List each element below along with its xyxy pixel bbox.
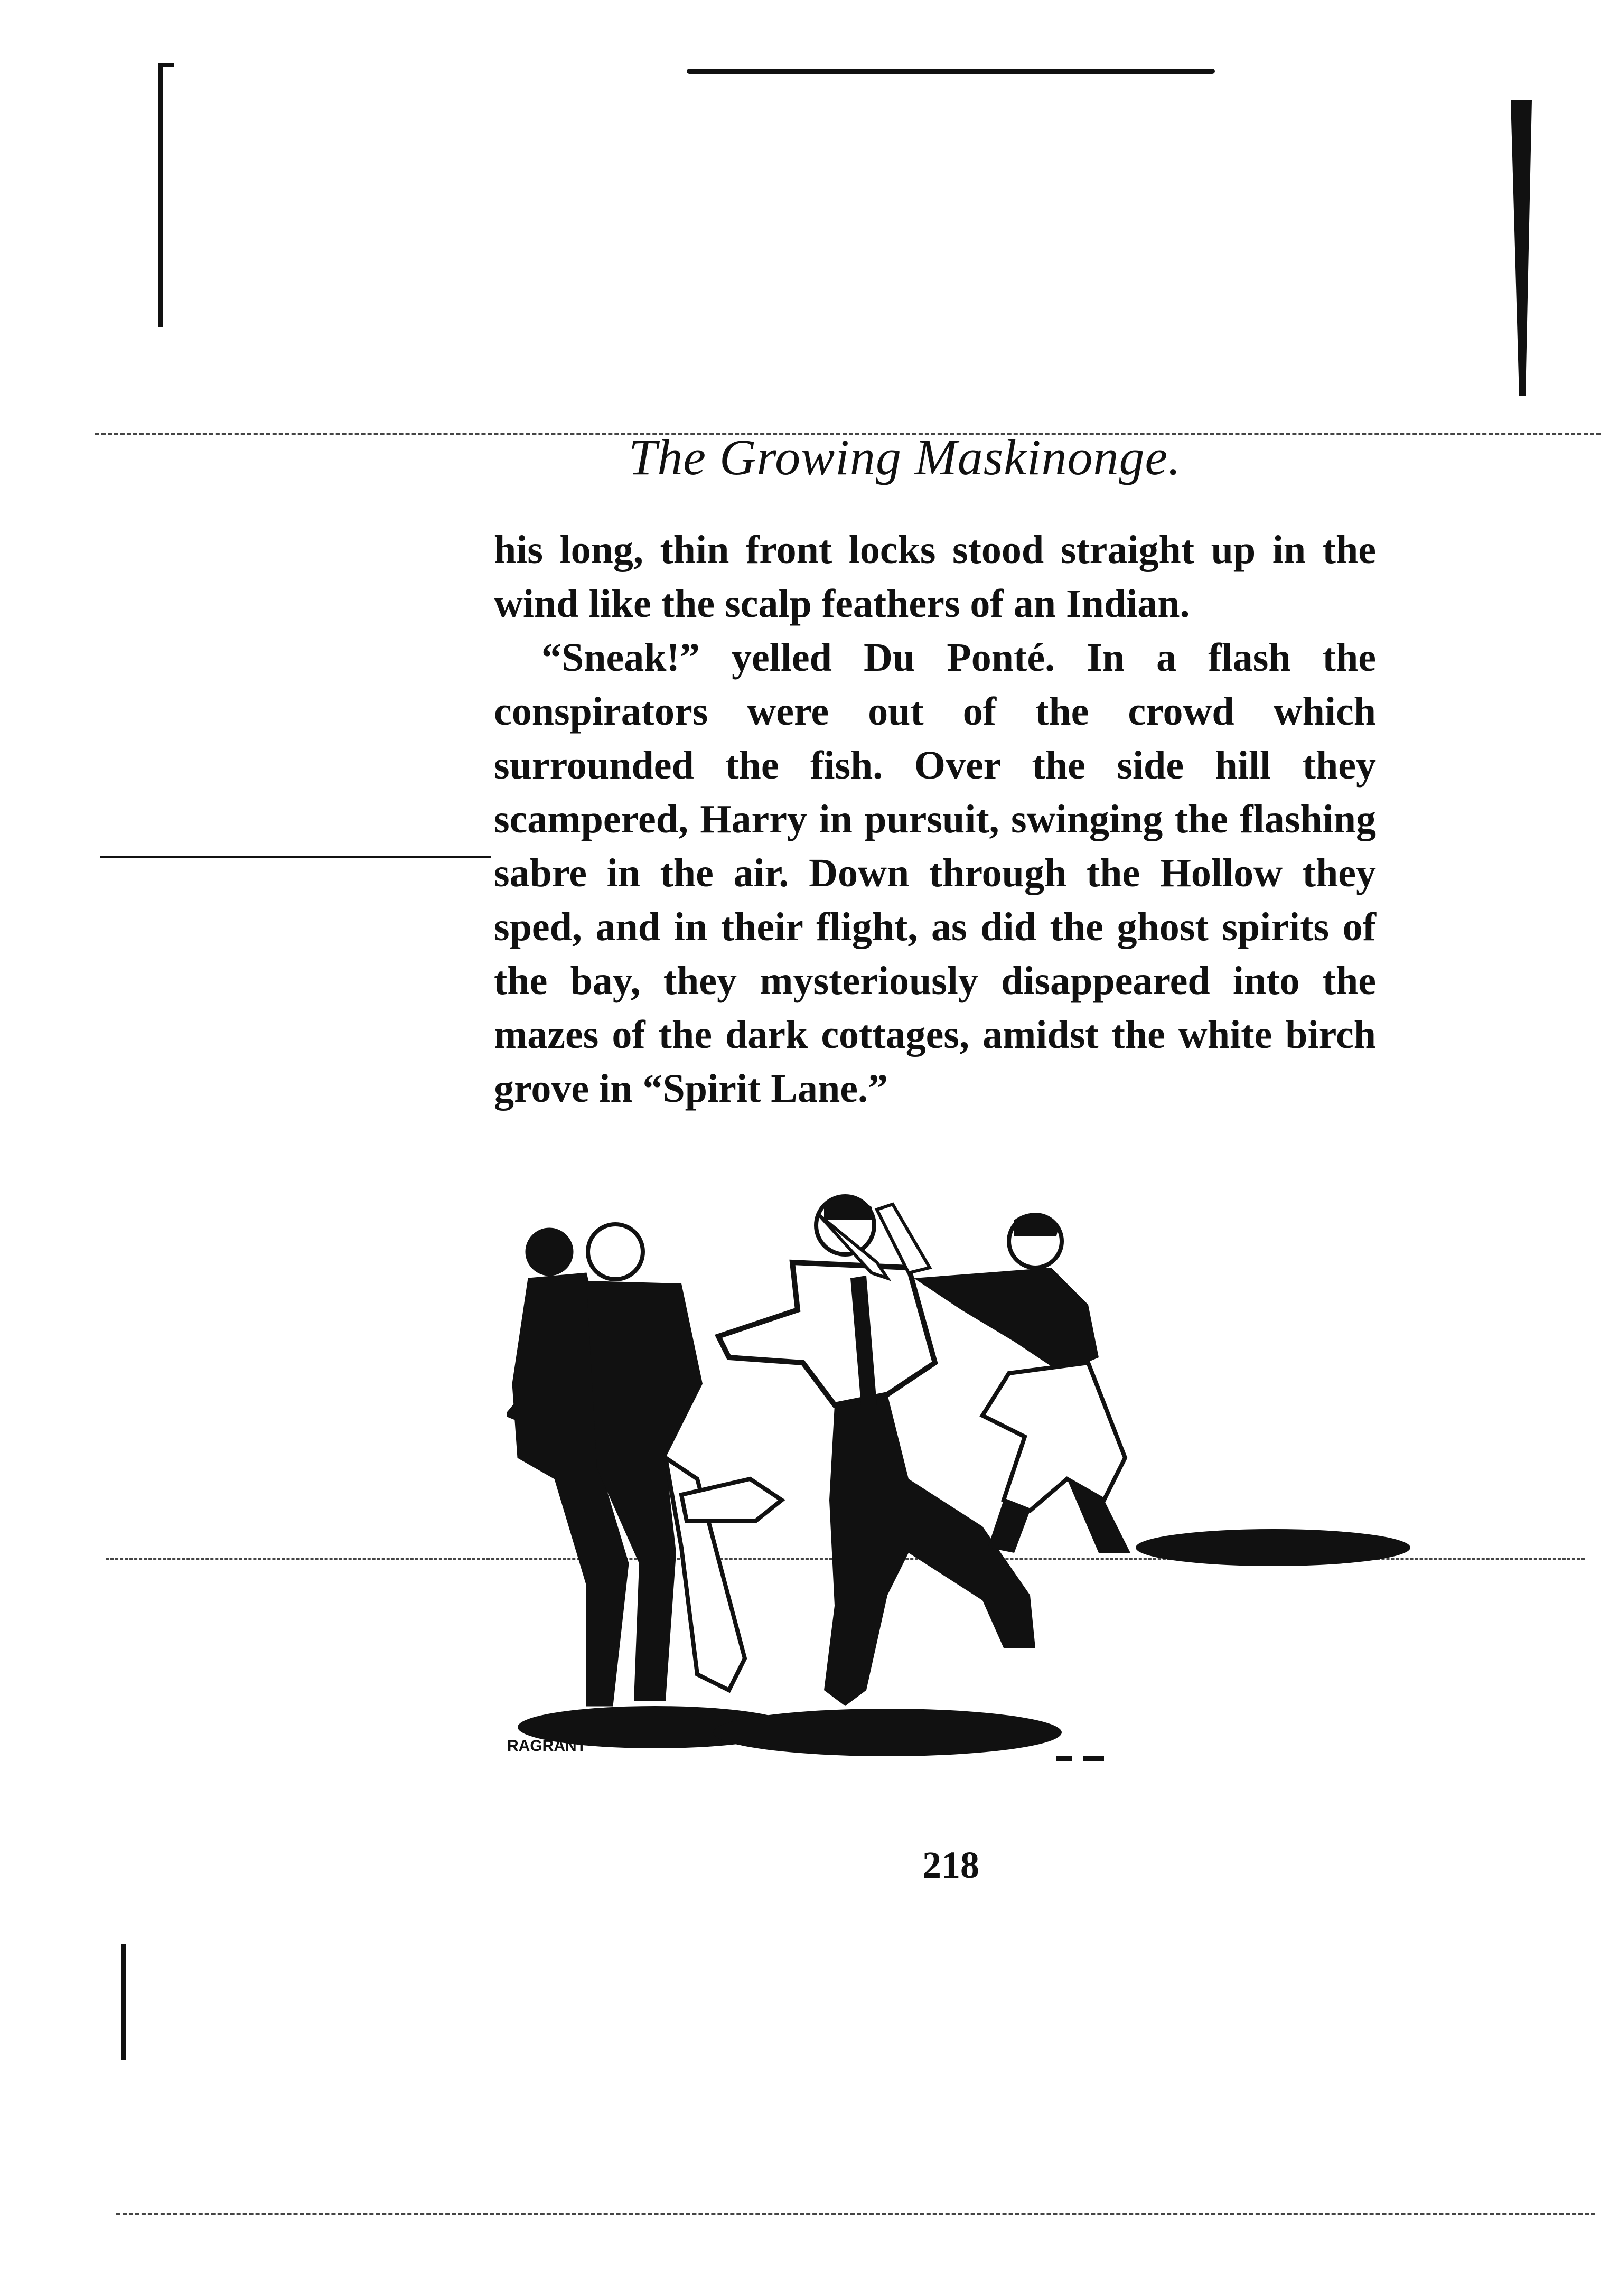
scan-edge-mark-left [158, 63, 163, 327]
paragraph: “Sneak!” yelled Du Ponté. In a flash the conspirators were out of the crowd which surrounded the fish. Over the side hill they scampered, Harry in pursuit, swinging the flashing sabre in the air. Down through the Hollow they sped, and in their flight, as did the ghost spirits of the bay, they mysteriously disappeared into the mazes of the dark cottages, amidst the white birch grove in “Spirit Lane.” [494, 635, 1376, 1111]
scan-edge-mark-right [1511, 100, 1532, 396]
artist-signature: RAGRANT [507, 1737, 586, 1755]
scan-edge-mark-top [687, 69, 1215, 74]
scan-fold-line-bottom [116, 2213, 1595, 2215]
scan-edge-mark-bottom-left [121, 1944, 126, 2060]
scan-stroke-mid-left [100, 856, 491, 858]
page-number: 218 [922, 1844, 979, 1886]
paragraph: his long, thin front locks stood straight up in the wind like the scalp feathers of an Indian. [494, 528, 1376, 626]
body-text [494, 523, 1376, 1116]
chase-illustration [507, 1183, 1437, 1775]
scan-edge-mark-left-tick [158, 63, 174, 67]
running-header: The Growing Maskinonge. [629, 429, 1182, 485]
